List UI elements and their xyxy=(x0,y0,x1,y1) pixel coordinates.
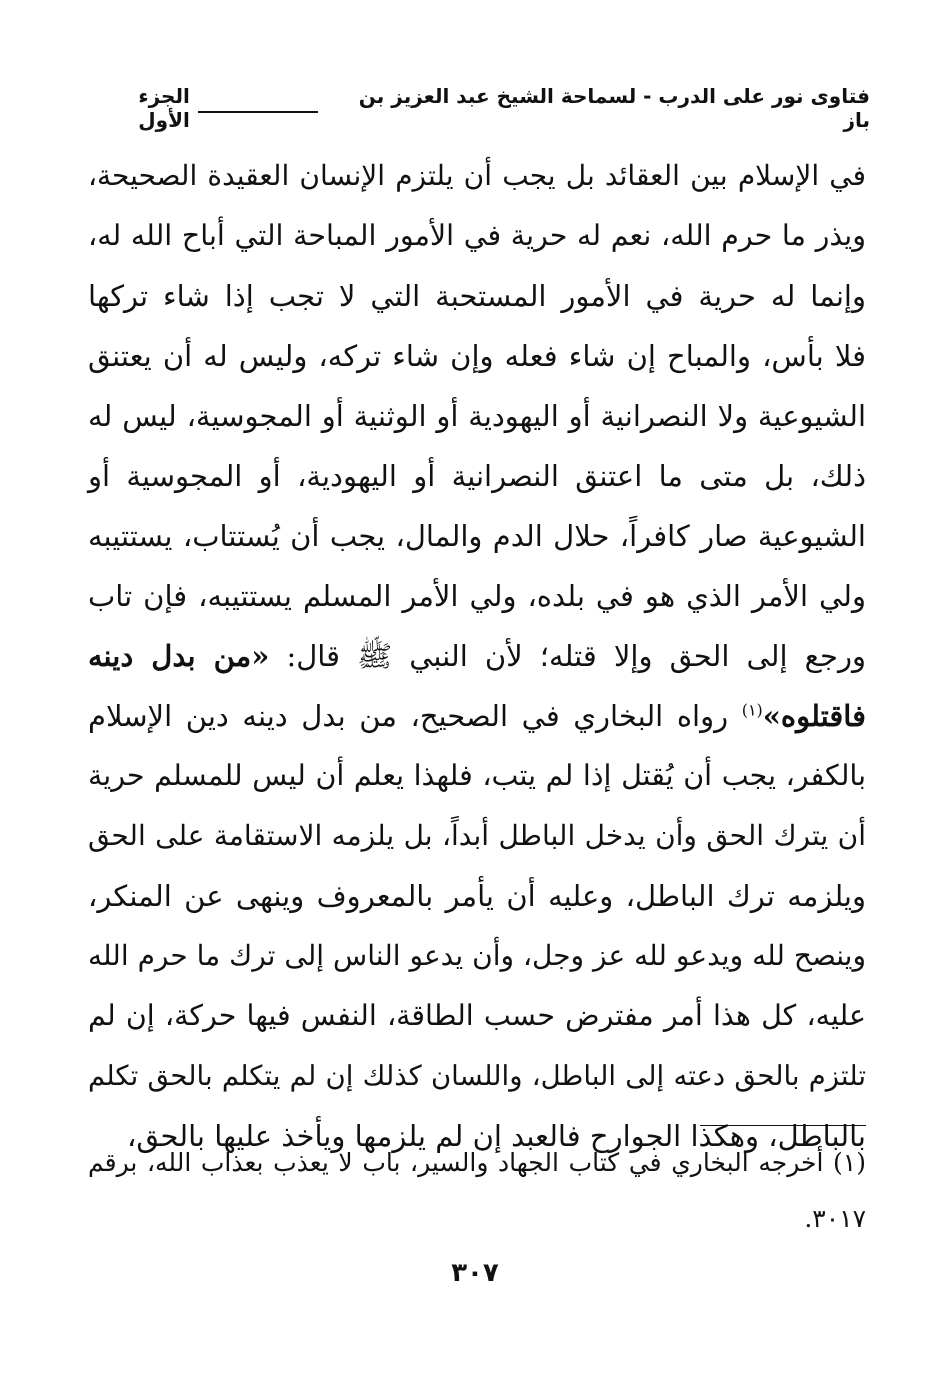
body-line: ويذر ما حرم الله، نعم له حرية في الأمور المباحة التي أباح الله له، xyxy=(88,219,866,252)
running-header xyxy=(80,84,870,132)
body-line: عليه، كل هذا أمر مفترض حسب الطاقة، النفس فيها حركة، إن لم xyxy=(88,999,866,1032)
body-line: فلا بأس، والمباح إن شاء فعله وإن شاء تركه، وليس له أن يعتنق xyxy=(88,339,866,373)
body-line: بالباطل، وهكذا الجوارح فالعبد إن لم يلزمها ويأخذ عليها بالحق، xyxy=(127,1119,866,1153)
body-line: الشيوعية ولا النصرانية أو اليهودية أو الوثنية أو المجوسية، ليس له xyxy=(88,399,866,433)
header-volume: الجزء الأول xyxy=(138,84,190,132)
header-rule xyxy=(198,111,318,113)
hadith-quote: «من بدل دينه xyxy=(88,639,270,673)
body-line: أن يترك الحق وأن يدخل الباطل أبداً، بل يلزمه الاستقامة على الحق xyxy=(88,819,866,852)
hadith-quote: فاقتلوه» xyxy=(762,699,866,733)
footnote-line: ٣٠١٧. xyxy=(804,1204,866,1233)
body-line: بالكفر، يجب أن يُقتل إذا لم يتب، فلهذا يعلم أن ليس للمسلم حرية xyxy=(88,759,866,792)
body-line: وإنما له حرية في الأمور المستحبة التي لا تجب إذا شاء تركها xyxy=(88,279,866,313)
body-line: في الإسلام بين العقائد بل يجب أن يلتزم الإنسان العقيدة الصحيحة، xyxy=(88,159,866,192)
body-line: ولي الأمر الذي هو في بلده، ولي الأمر المسلم يستتيبه، فإن تاب xyxy=(88,579,866,613)
body-text xyxy=(88,146,866,1166)
header-book-title xyxy=(326,84,870,132)
body-line: وينصح لله ويدعو لله عز وجل، وأن يدعو الناس إلى ترك ما حرم الله xyxy=(88,939,866,972)
body-line xyxy=(88,626,866,686)
body-text-segment: ورجع إلى الحق وإلا قتله؛ لأن النبي ﷺ قال: xyxy=(269,639,866,673)
book-title-text: فتاوى نور على الدرب - لسماحة الشيخ عبد العزيز بن باز xyxy=(358,84,870,132)
body-text-segment: رواه البخاري في الصحيح، من بدل دينه دين الإسلام xyxy=(88,699,742,733)
footnotes xyxy=(88,1135,866,1247)
body-line: ذلك، بل متى ما اعتنق النصرانية أو اليهودية، أو المجوسية أو xyxy=(88,459,866,493)
body-line: الشيوعية صار كافراً، حلال الدم والمال، يجب أن يُستتاب، يستتيبه xyxy=(88,519,866,553)
footnote-marker: (١) xyxy=(741,700,763,720)
body-line: ويلزمه ترك الباطل، وعليه أن يأمر بالمعروف وينهى عن المنكر، xyxy=(88,879,866,913)
page-number: ٣٠٧ xyxy=(451,1258,499,1288)
footnote-separator xyxy=(700,1125,866,1126)
body-line xyxy=(88,686,866,746)
body-line: تلتزم بالحق دعته إلى الباطل، واللسان كذلك إن لم يتكلم بالحق تكلم xyxy=(88,1060,866,1092)
footnote-line: (١) أخرجه البخاري في كتاب الجهاد والسير، باب لا يعذب بعذاب الله، برقم xyxy=(88,1148,866,1177)
